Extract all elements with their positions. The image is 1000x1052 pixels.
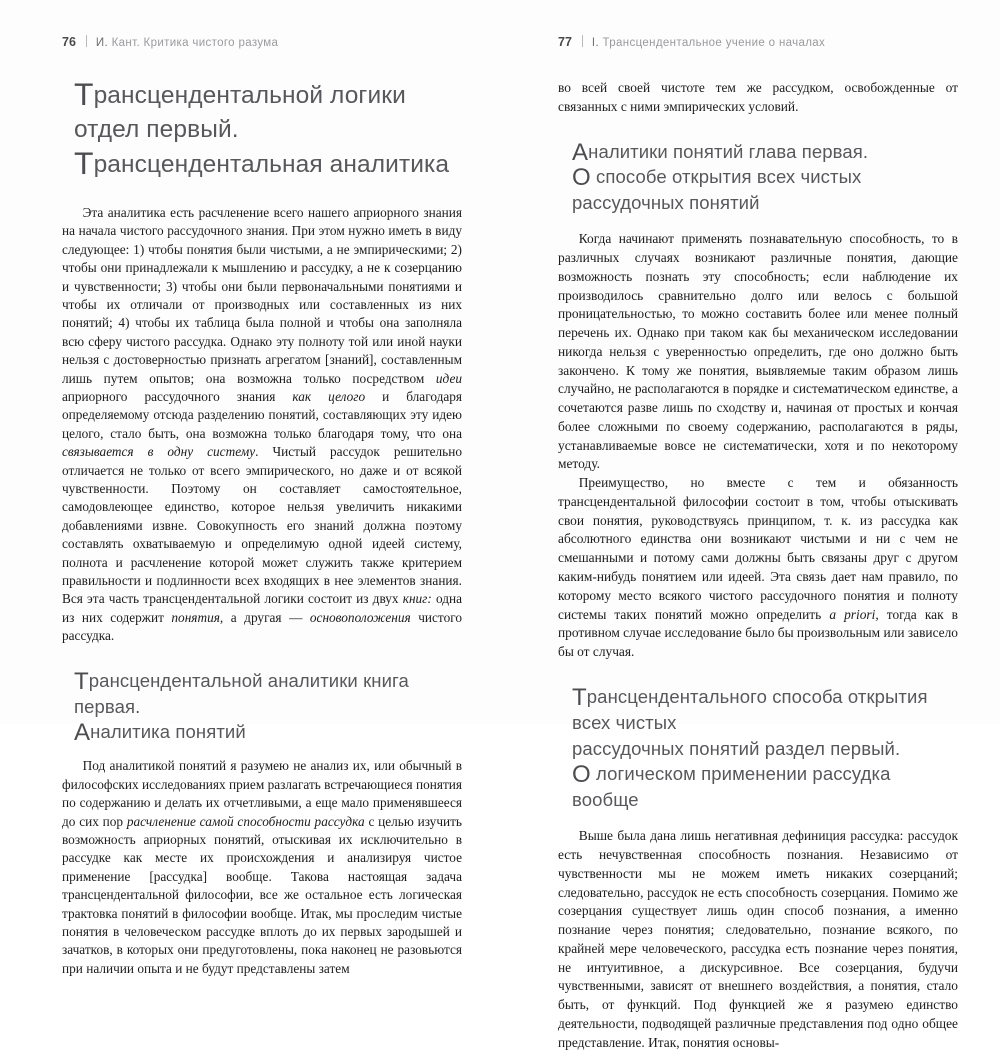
text-run: . Чистый рассудок решительно отличается не только от всего эмпирического, но даже и от всякой чувственности. Поэтому он составляет самостоятельное, самодовлеющее единство, которое нельзя увеличить никакими добавлениями извне. Совокупность его знаний должна поэтому составлять охватываемую и определимую одной идеей систему, полнота и расчленение которой может служить также критерием правильности и подлинности всех входящих в нее элементов знания. Вся эта часть трансцендентальной логики состоит из двух bbox=[62, 444, 462, 607]
running-head-rest-left: Кант. Критика чистого разума bbox=[108, 37, 279, 49]
running-head-initial-left: И. bbox=[95, 37, 109, 49]
italic-run: расчленение самой способности рассудка bbox=[126, 813, 365, 829]
italic-run: как целого bbox=[292, 388, 366, 404]
italic-run: основоположения bbox=[309, 609, 411, 625]
text-run: чистого рассудка. bbox=[62, 609, 462, 644]
section-heading-initial-3: О bbox=[572, 761, 591, 789]
title-initial-3: Т bbox=[74, 144, 94, 181]
text-run: , тогда как в противном случае исследование было бы произвольным или зависело бы от случая. bbox=[558, 606, 959, 660]
running-head-rest-right: Трансцендентальное учение о началах bbox=[599, 37, 826, 49]
section-heading-line-2 bbox=[74, 719, 462, 745]
paragraph-continued: во всей своей чистоте тем же рассудком, освобожденные от связанных с ними эмпирических условий. bbox=[558, 80, 958, 114]
chapter-heading-line-2 bbox=[572, 164, 958, 190]
text-run: и благодаря определяемому отсюда разделению понятий, составляющих эту идею целого, стало быть, она возможна только благодаря тому, что она bbox=[62, 388, 463, 441]
title-line-3 bbox=[74, 144, 462, 182]
chapter-heading-line-1 bbox=[572, 139, 958, 165]
paragraph-right-2 bbox=[558, 474, 958, 662]
section-heading-line-2: рассудочных понятий раздел первый. bbox=[572, 737, 901, 759]
italic-run: связывается в одну систему bbox=[62, 444, 256, 460]
chapter-heading-initial-2: О bbox=[572, 164, 591, 192]
chapter-heading-rest-2: способе открытия всех чистых bbox=[590, 166, 862, 188]
italic-run: идеи bbox=[435, 370, 462, 386]
page-right bbox=[500, 0, 1000, 1050]
title-initial-1: Т bbox=[74, 76, 94, 112]
italic-run: понятия bbox=[171, 609, 220, 625]
section-heading-rest-3: логическом применении рассудка вообще bbox=[572, 763, 891, 811]
section-heading-rest-2: налитика понятий bbox=[90, 721, 246, 743]
running-head-divider bbox=[582, 35, 583, 47]
italic-run: a priori bbox=[829, 606, 876, 622]
section-heading-line-1 bbox=[74, 668, 462, 720]
chapter-heading-initial-1: А bbox=[572, 138, 589, 166]
paragraph-left-1 bbox=[62, 204, 462, 646]
chapter-heading-rest-1: налитики понятий глава первая. bbox=[588, 140, 869, 162]
running-head-initial-right: I. bbox=[591, 37, 599, 49]
text-run: Под аналитикой понятий я разумею не анализ их, или обычный в философских исследованиях прием разлагать встречающиеся понятия по содержанию и делать их отчетливыми, а еще мало применявшееся до сих пор bbox=[62, 758, 462, 829]
text-run: с целью изучить возможность априорных понятий, отыскивая их исключительно в рассудке как месте их происхождения и анализируя чистое применение [рассудка] вообще. Такова настоящая задача трансцендентальной философии, все же остальное есть логическая трактовка понятий в философии вообще. Итак, мы проследим чистые понятия в человеческом рассудке вплоть до их первых зародышей и зачатков, в которых они предуготовлены, пока наконец не разовьются при наличии опыта и не будут представлены затем bbox=[62, 813, 462, 976]
title-rest-1: рансцендентальной логики bbox=[93, 82, 406, 109]
section-heading-initial-1: Т bbox=[74, 667, 89, 695]
paragraph-right-1: Когда начинают применять познавательную способность, то в различных случаях возникают различные понятия, дающие возможность познать эту способность; если наблюдение их производилось сравнительно долго или велось с большой проницательностью, то можно составить более или менее полный перечень их. Однако при таком как бы механическом исследовании никогда нельзя с уверенностью определить, где оно должно быть закончено. К тому же понятия, выявляемые таким образом лишь случайно, не располагаются в порядке и систематическом единстве, а сочетаются разве лишь по сходству и, начиная от простых и кончая более сложными по своему содержанию, располагаются в ряды, устанавливаемые вовсе не систематически, хотя и по некоторому методу. bbox=[558, 231, 958, 472]
section-heading-rest-1: рансцендентальной аналитики книга первая. bbox=[74, 669, 409, 717]
running-head-divider bbox=[86, 35, 87, 47]
chapter-heading-right bbox=[558, 139, 958, 217]
italic-run: книг: bbox=[402, 591, 432, 607]
title-rest-3: рансцендентальная аналитика bbox=[93, 150, 450, 178]
running-head-right bbox=[558, 34, 958, 49]
paragraph-right-3: Выше была дана лишь негативная дефиниция рассудка: рассудок есть нечувственная способность познания. Независимо от чувственности мы не можем иметь никаких созерцаний; следовательно, рассудок не есть способность созерцания. Помимо же созерцания существует лишь один способ познания, а именно познание через понятия; следовательно, познание всякого, по крайней мере человеческого, рассудка есть познание через понятия, не интуитивное, а дискурсивное. Все созерцания, будучи чувственными, зависят от внешнего воздействия, а понятия, стало быть, от функций. Под функцией же я разумею единство деятельности, подводящей различные представления под одно общее представление. Итак, понятия основы- bbox=[558, 828, 958, 1050]
page-left bbox=[0, 0, 500, 976]
chapter-heading-line-3: рассудочных понятий bbox=[572, 192, 760, 214]
text-run: Преимущество, но вместе с тем и обязанность трансцендентальной философии состоит в том, чтобы отыскивать свои понятия, руководствуясь принципом, т. к. из рассудка как абсолютного единства они возникают чистыми и ни с чем не смешанными и потому сами должны быть связаны друг с другом каким-нибудь понятием или идеей. Эта связь дает нам правило, по которому место всякого чистого рассудочного понятия и полноту системы таких понятий можно определить bbox=[558, 475, 958, 622]
section-heading-left bbox=[62, 668, 462, 746]
section-heading-line-3 bbox=[572, 761, 958, 813]
running-head-text-left bbox=[96, 37, 278, 49]
page-title-left bbox=[62, 76, 462, 182]
section-heading-right bbox=[558, 684, 958, 813]
running-head-text-right bbox=[592, 37, 825, 49]
text-run: априорного рассудочного знания bbox=[62, 388, 293, 404]
text-run: одна из них содержит bbox=[62, 591, 463, 625]
running-head-left bbox=[62, 34, 462, 49]
text-run: Эта аналитика есть расчленение всего нашего априорного знания на начала чистого рассудочного знания. При этом нужно иметь в виду следующее: 1) чтобы понятия были чистыми, а не эмпирическими; 2) чтобы они принадлежали к мышлению и рассудку, а не к созерцанию и чувственности; 3) чтобы они были первоначальными понятиями и чтобы их отличали от производных или составленных из них понятий; 4) чтобы их таблица была полной и чтобы она заполняла всю сферу чистого рассудка. Однако эту полноту той или иной науки нельзя с достоверностью признать агрегатом [знаний], составленным лишь путем опытов; она возможна только посредством bbox=[62, 204, 462, 386]
page-number-left: 76 bbox=[62, 35, 76, 49]
section-heading-initial-2: А bbox=[74, 719, 91, 747]
section-heading-line-1 bbox=[572, 684, 958, 736]
paragraph-left-2 bbox=[62, 757, 462, 978]
title-line-1 bbox=[74, 76, 462, 113]
section-heading-rest-1: рансцендентального способа открытия всех чистых bbox=[572, 685, 928, 733]
section-heading-initial-1: Т bbox=[572, 683, 587, 711]
page-number-right: 77 bbox=[558, 35, 572, 49]
text-run: , а другая — bbox=[219, 609, 310, 625]
title-line-2: отдел первый. bbox=[74, 116, 239, 144]
